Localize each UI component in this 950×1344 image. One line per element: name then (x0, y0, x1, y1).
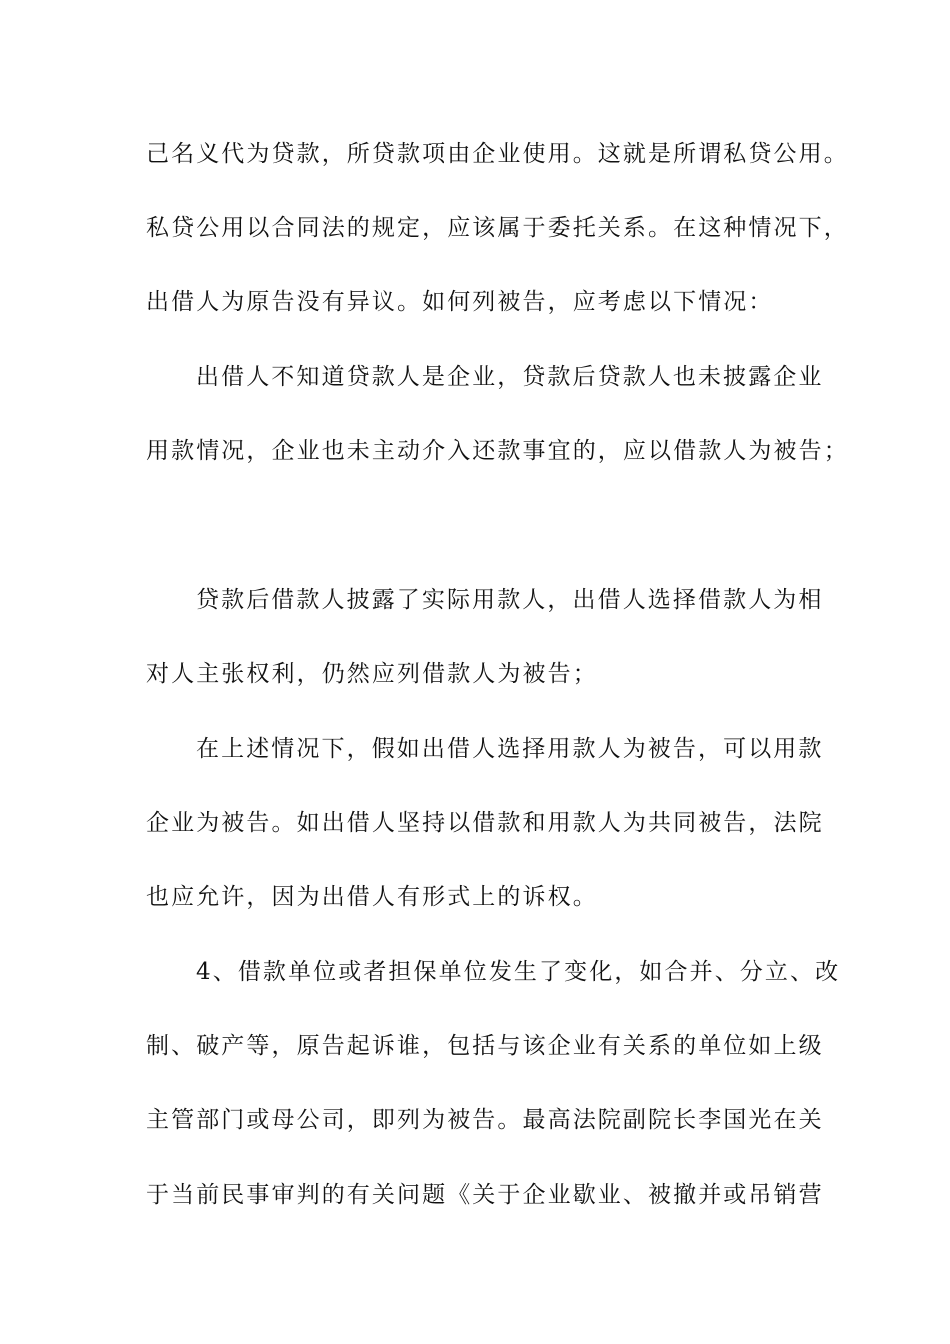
text-line: 主管部门或母公司，即列为被告。最高法院副院长李国光在关 (146, 1107, 824, 1133)
paragraph-first-line: 贷款后借款人披露了实际用款人，出借人选择借款人为相 (196, 587, 824, 613)
text-line: 对人主张权利，仍然应列借款人为被告； (146, 661, 598, 687)
text-line: 己名义代为贷款，所贷款项由企业使用。这就是所谓私贷公用。 (146, 141, 849, 167)
text-line: 也应允许，因为出借人有形式上的诉权。 (146, 884, 598, 910)
paragraph-first-line: 在上述情况下，假如出借人选择用款人为被告，可以用款 (196, 736, 824, 762)
text-line: 出借人为原告没有异议。如何列被告，应考虑以下情况： (146, 289, 774, 315)
text-line: 于当前民事审判的有关问题《关于企业歇业、被撤并或吊销营 (146, 1182, 824, 1208)
text-line: 私贷公用以合同法的规定，应该属于委托关系。在这种情况下， (146, 215, 849, 241)
text-line: 制、破产等，原告起诉谁，包括与该企业有关系的单位如上级 (146, 1033, 824, 1059)
paragraph-first-line: 4、借款单位或者担保单位发生了变化，如合并、分立、改 (196, 959, 841, 985)
text-line: 企业为被告。如出借人坚持以借款和用款人为共同被告，法院 (146, 810, 824, 836)
paragraph-first-line: 出借人不知道贷款人是企业，贷款后贷款人也未披露企业 (196, 364, 824, 390)
text-line: 用款情况，企业也未主动介入还款事宜的，应以借款人为被告； (146, 438, 849, 464)
